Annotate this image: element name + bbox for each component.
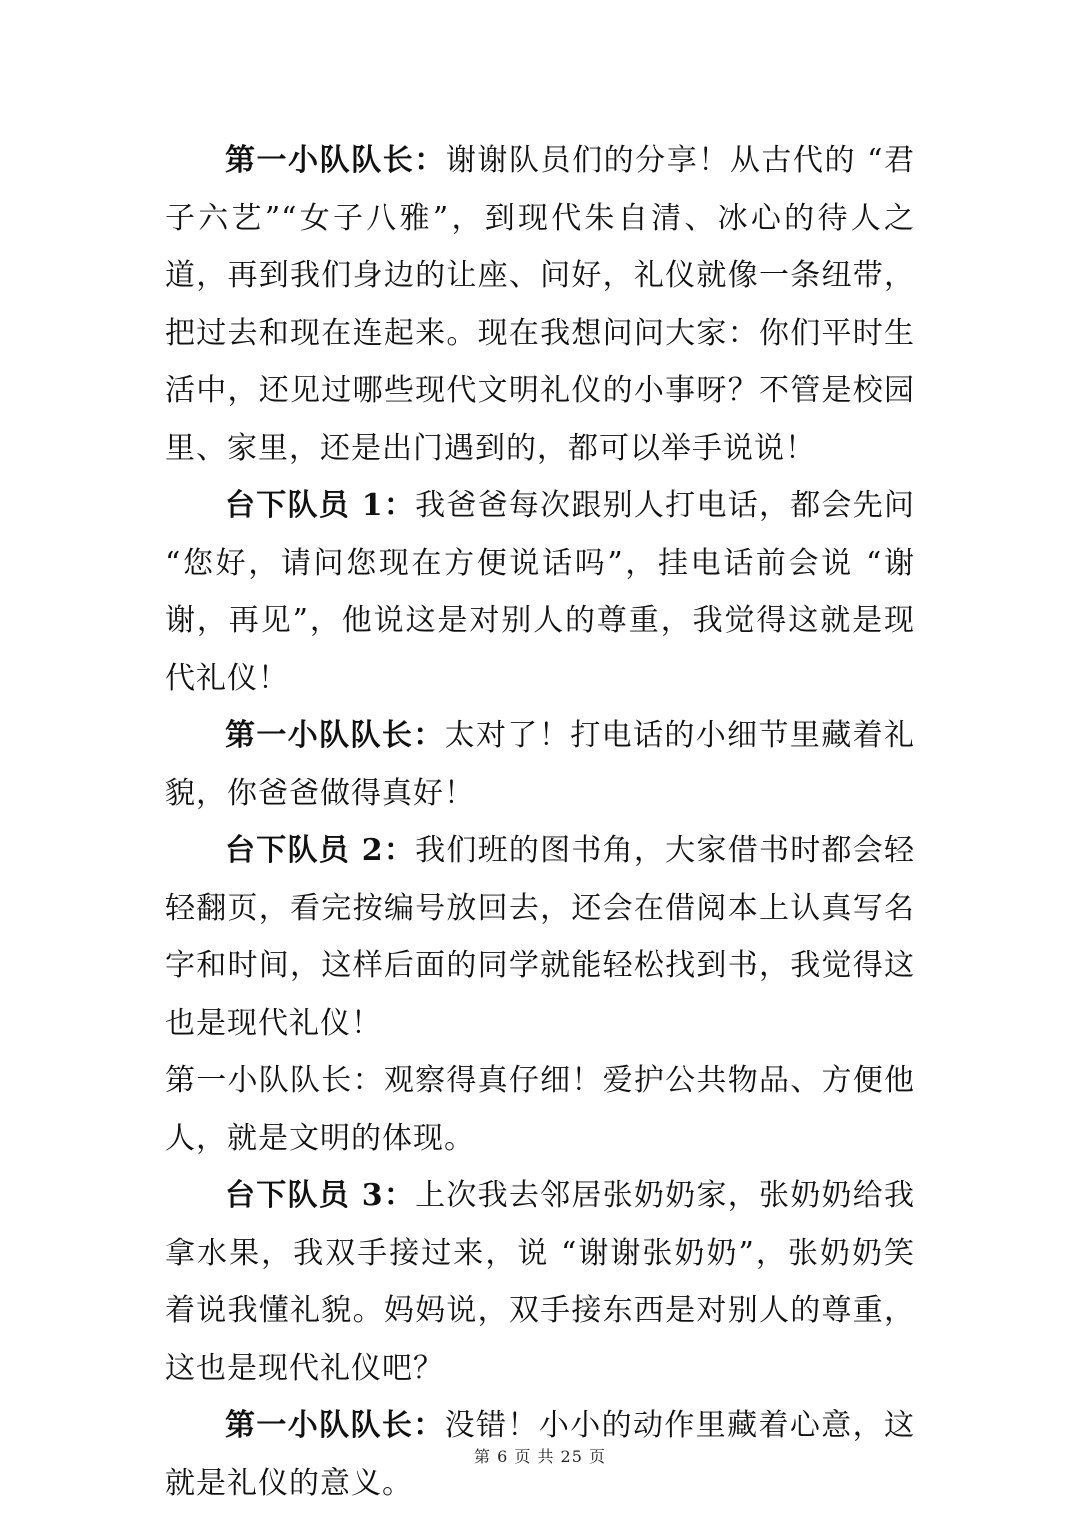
speaker-label: 台下队员 2： [225,833,416,868]
dialogue-text: 我爸爸每次跟别人打电话，都会先问 “您好，请问您现在方便说话吗”，挂电话前会说 “谢谢，再见”，他说这是对别人的尊重，我觉得这就是现代礼仪！ [165,488,915,696]
dialogue-text: 没错！小小的动作里藏着心意，这就是礼仪的意义。 [165,1408,916,1501]
speaker-label: 第一小队队长： [225,143,446,178]
dialogue-paragraph-5 [165,1052,915,1167]
dialogue-text: 第一小队队长：观察得真仔细！爱护公共物品、方便他人，就是文明的体现。 [165,1063,915,1156]
dialogue-paragraph-1 [165,132,915,477]
dialogue-text: 我们班的图书角，大家借书时都会轻轻翻页，看完按编号放回去，还会在借阅本上认真写名字和时间，这样后面的同学就能轻松找到书，我觉得这也是现代礼仪！ [165,833,915,1041]
dialogue-text: 上次我去邻居张奶奶家，张奶奶给我拿水果，我双手接过来，说 “谢谢张奶奶”，张奶奶笑着说我懂礼貌。妈妈说，双手接东西是对别人的尊重，这也是现代礼仪吧？ [165,1178,915,1386]
page-body [165,132,915,1512]
page-number-label: 第 6 页 共 25 页 [474,1447,606,1466]
dialogue-paragraph-2 [165,477,915,707]
dialogue-paragraph-6 [165,1167,915,1397]
dialogue-text: 太对了！打电话的小细节里藏着礼貌，你爸爸做得真好！ [165,718,916,811]
dialogue-paragraph-4 [165,822,915,1052]
speaker-label: 第一小队队长： [225,1408,445,1443]
speaker-label: 台下队员 3： [225,1178,416,1213]
dialogue-text: 谢谢队员们的分享！从古代的 “君子六艺”“女子八雅”，到现代朱自清、冰心的待人之道，再到我们身边的让座、问好，礼仪就像一条纽带，把过去和现在连起来。现在我想问问大家：你们平时生活中，还见过哪些现代文明礼仪的小事呀？不管是校园里、家里，还是出门遇到的，都可以举手说说！ [165,143,915,466]
dialogue-paragraph-3 [165,707,915,822]
page-footer [0,1444,1080,1467]
speaker-label: 第一小队队长： [225,718,445,753]
speaker-label: 台下队员 1： [225,488,416,523]
